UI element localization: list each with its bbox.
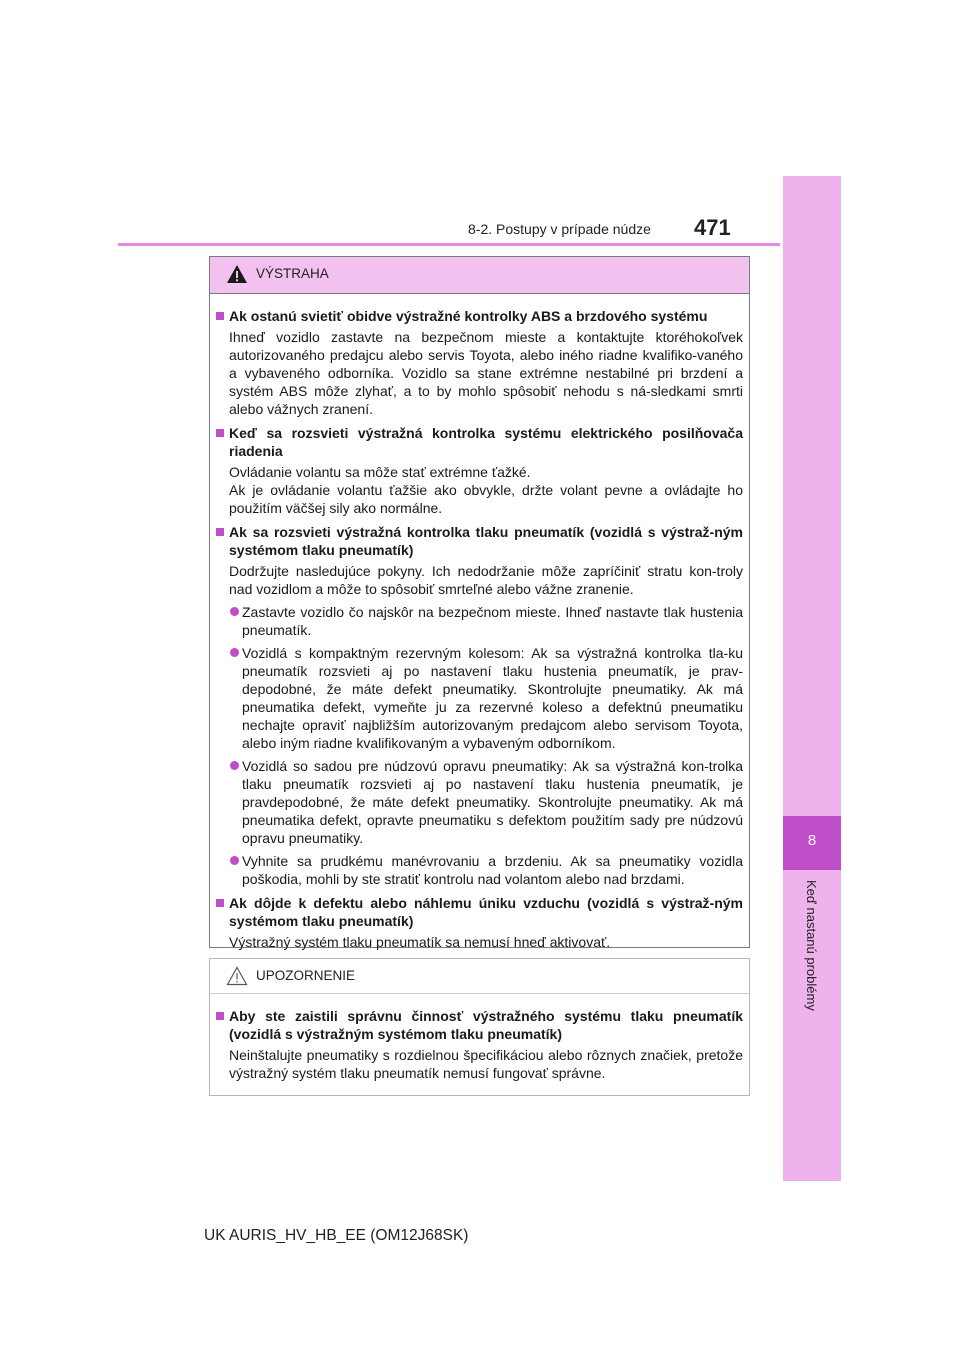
chapter-label-text: Keď nastanú problémy (804, 880, 819, 1011)
warning-heading-eps: Keď sa rozsvieti výstražná kontrolka systému elektrického posilňovača riadenia (216, 424, 743, 460)
caution-label: UPOZORNENIE (256, 968, 356, 983)
list-item: Vozidlá s kompaktným rezervným kolesom: Ak sa výstražná kontrolka tla-ku pneumatík rozsvieti aj po nastavení tlaku hustenia pneumatík, je prav-depodobné, že máte defekt pneumatiky. Skontrolujte pneumatiky. Ak má pneumatika defekt, vymeňte ju za rezervné koleso a defektnú pneumatiku nechajte opraviť najbližším autorizovaným predajcom alebo servisom Toyota, alebo iným riadne kvalifikovaným a vybaveným odborníkom. (216, 644, 743, 752)
warning-text-abs: Ihneď vozidlo zastavte na bezpečnom mieste a kontaktujte ktoréhokoľvek autorizovaného predajcu alebo servis Toyota, alebo iného riadne kvalifiko-vaného a vybaveného odborníka. Vozidlo sa stane extrémne nestabilné pri brzdení a systém ABS môže zlyhať, a to by mohlo spôsobiť nehodu s ná-sledkami smrti alebo vážnych zranení. (229, 329, 743, 417)
warning-content (210, 294, 749, 951)
section-title: 8-2. Postupy v prípade núdze (468, 221, 651, 237)
chapter-number-box (783, 816, 841, 870)
list-item: Vozidlá so sadou pre núdzovú opravu pneumatiky: Ak sa výstražná kon-trolka tlaku pneumatík rozsvieti aj po nastavení tlaku hustenia pneumatík, je pravdepodobné, že máte defekt pneumatiky. Skontrolujte pneumatiky. Ak má pneumatika defekt, opravte pneumatiku s defektom použitím sady pre núdzovú opravu pneumatiky. (216, 757, 743, 847)
chapter-number: 8 (807, 832, 817, 849)
warning-header (210, 257, 749, 294)
caution-header (210, 959, 749, 994)
list-item: Zastavte vozidlo čo najskôr na bezpečnom mieste. Ihneď nastavte tlak hustenia pneumatík. (216, 603, 743, 639)
caution-content (210, 994, 749, 1082)
warning-text-puncture: Výstražný systém tlaku pneumatík sa nemusí hneď aktivovať. (229, 934, 611, 950)
warning-label: VÝSTRAHA (256, 266, 329, 281)
warning-heading-tpws: Ak sa rozsvieti výstražná kontrolka tlaku pneumatík (vozidlá s výstraž-ným systémom tlaku pneumatík) (216, 523, 743, 559)
warning-triangle-outline-icon (226, 966, 248, 986)
header-rule (118, 243, 780, 246)
caution-heading: Aby ste zaistili správnu činnosť výstražného systému tlaku pneumatík (vozidlá s výstražným systémom tlaku pneumatík) (216, 1007, 743, 1043)
chapter-label (802, 880, 822, 1040)
caution-box (209, 958, 750, 1096)
caution-text: Neinštalujte pneumatiky s rozdielnou špecifikáciou alebo rôznych značiek, pretože výstražný systém tlaku pneumatík nemusí fungovať správne. (229, 1047, 743, 1081)
warning-box (209, 256, 750, 948)
warning-heading-puncture: Ak dôjde k defektu alebo náhlemu úniku vzduchu (vozidlá s výstraž-ným systémom tlaku pneumatík) (216, 894, 743, 930)
list-item: Vyhnite sa prudkému manévrovaniu a brzdeniu. Ak sa pneumatiky vozidla poškodia, mohli by ste stratiť kontrolu nad volantom alebo nad brzdami. (216, 852, 743, 888)
footer-model-code: UK AURIS_HV_HB_EE (OM12J68SK) (204, 1227, 469, 1244)
warning-heading-abs: Ak ostanú svietiť obidve výstražné kontrolky ABS a brzdového systému (216, 307, 743, 325)
page-number: 471 (694, 215, 731, 240)
warning-text-tpws: Dodržujte nasledujúce pokyny. Ich nedodržanie môže zapríčiniť stratu kon-troly nad vozidlom a môže to spôsobiť smrteľné alebo vážne zranenie. (229, 563, 743, 597)
warning-triangle-filled-icon (226, 264, 248, 284)
warning-text-eps-2: Ak je ovládanie volantu ťažšie ako obvykle, držte volant pevne a ovládajte ho použitím väčšej sily ako normálne. (229, 482, 743, 516)
warning-text-eps-1: Ovládanie volantu sa môže stať extrémne ťažké. (229, 464, 531, 480)
